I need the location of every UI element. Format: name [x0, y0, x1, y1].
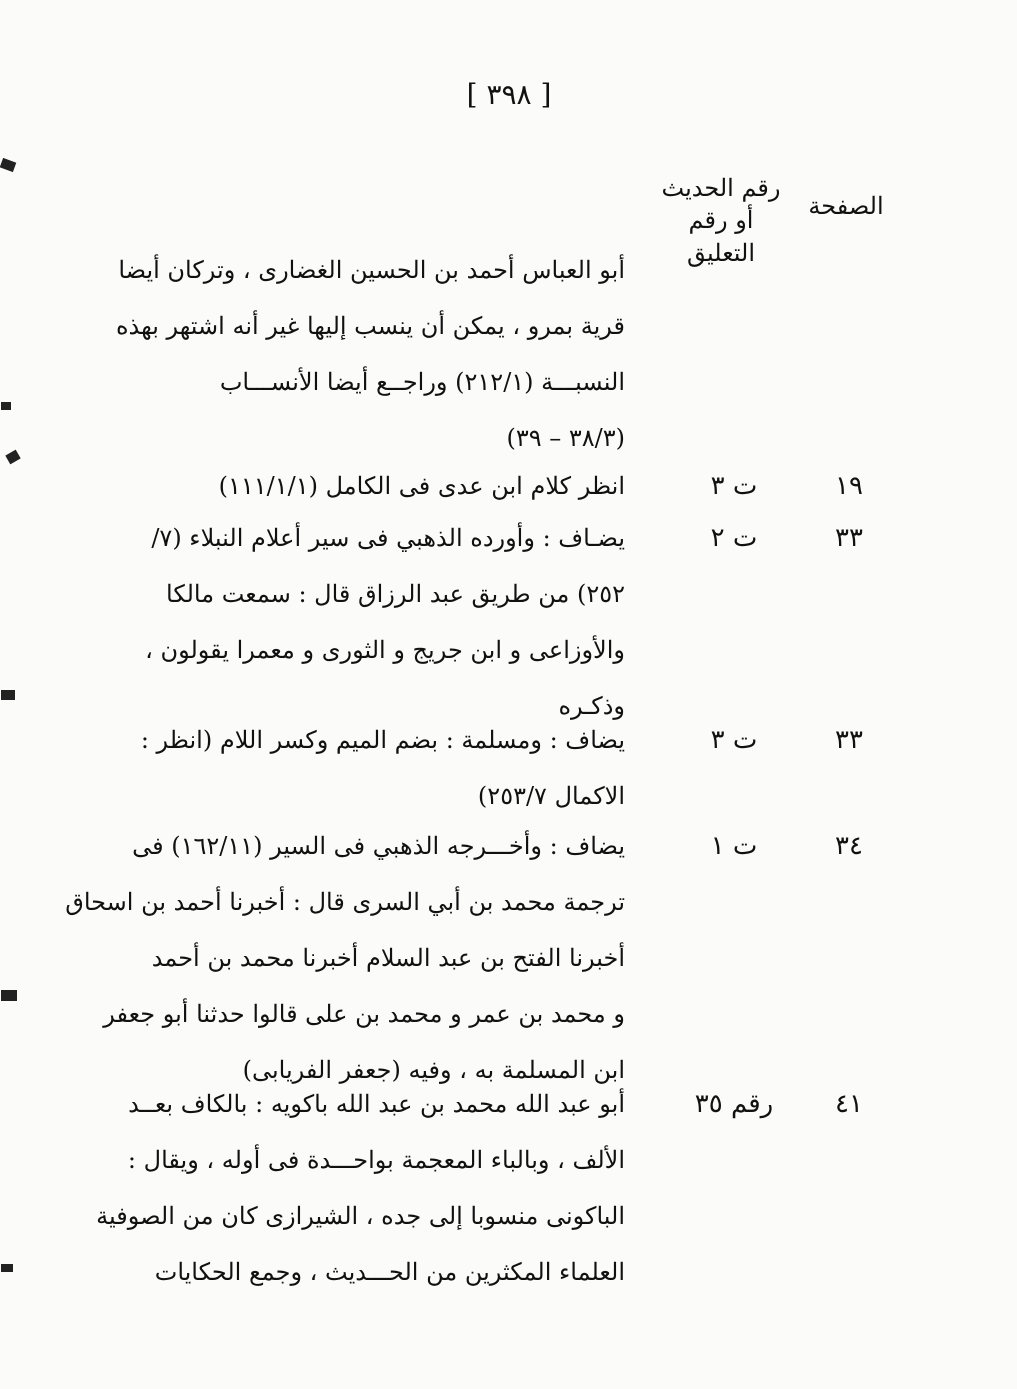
entry-page: ٤١: [835, 1089, 863, 1119]
scan-mark: [5, 450, 20, 465]
column-header-number-line1: رقم الحديث: [661, 174, 781, 202]
entry-page: ٣٣: [835, 523, 863, 553]
entry-note: [131, 458, 625, 514]
note-line: و محمد بن عمر و محمد بن على قالوا حدثنا أبو جعفر: [103, 1000, 625, 1028]
scan-mark: [1, 690, 15, 700]
note-line: (٣٨/٣ – ٣٩): [506, 424, 625, 452]
entry-note: [115, 242, 625, 466]
entry-number: ت ٣: [710, 471, 758, 501]
note-line: الألف ، وبالباء المعجمة بواحـــدة فى أوله ، ويقال :: [127, 1146, 625, 1174]
note-line: أخبرنا الفتح بن عبد السلام أخبرنا محمد بن أحمد: [151, 944, 625, 972]
entry-note: [96, 1076, 625, 1300]
entry-page: ٣٣: [835, 725, 863, 755]
scan-mark: [0, 158, 16, 172]
note-line: ترجمة محمد بن أبي السرى قال : أخبرنا أحمد بن اسحاق: [65, 888, 625, 916]
note-line: أبو عبد الله محمد بن عبد الله باكويه : بالكاف بعــد: [128, 1090, 625, 1118]
note-line: ٢٥٢) من طريق عبد الرزاق قال : سمعت مالكا: [166, 580, 625, 608]
page-number: [ ٣٩٨ ]: [466, 78, 552, 111]
scan-mark: [1, 1264, 13, 1272]
note-line: الباكونى منسوبا إلى جده ، الشيرازى كان من الصوفية: [96, 1202, 625, 1230]
entry-number: ت ٢: [710, 523, 758, 553]
entry-note: [65, 818, 625, 1098]
column-header-number-line2: أو رقم التعليق: [686, 206, 755, 267]
note-line: يضاف : وأخـــرجه الذهبي فى السير (١٦٢/١١) فى: [132, 832, 625, 860]
column-header-number: [651, 172, 791, 269]
note-line: أبو العباس أحمد بن الحسين الغضارى ، وتركان أيضا: [118, 256, 625, 284]
note-line: النسبـــة (٢١٢/١) وراجــع أيضا الأنســـاب: [219, 368, 625, 396]
note-line: انظر كلام ابن عدى فى الكامل (١١١/١/١): [218, 472, 625, 500]
note-line: وذكـره: [558, 692, 625, 720]
note-line: الاكمال ٢٥٣/٧): [477, 782, 625, 810]
entry-page: ١٩: [835, 471, 863, 501]
note-line: قرية بمرو ، يمكن أن ينسب إليها غير أنه اشتهر بهذه: [115, 312, 625, 340]
column-header-page: الصفحة: [808, 192, 884, 220]
entry-note: [131, 712, 625, 824]
note-line: ابن المسلمة به ، وفيه (جعفر الفريابى): [242, 1056, 625, 1084]
entry-number: ت ١: [710, 831, 758, 861]
scan-mark: [1, 990, 17, 1001]
entry-number: رقم ٣٥: [694, 1089, 774, 1119]
note-line: والأوزاعى و ابن جريج و الثورى و معمرا يقولون ،: [145, 636, 625, 664]
entry-number: ت ٣: [710, 725, 758, 755]
note-line: يضاف : ومسلمة : بضم الميم وكسر اللام (انظر :: [140, 726, 625, 754]
note-line: العلماء المكثرين من الحـــديث ، وجمع الحكايات: [154, 1258, 625, 1286]
entry-page: ٣٤: [835, 831, 863, 861]
note-line: يضـاف : وأورده الذهبي فى سير أعلام النبلاء (٧/: [151, 524, 625, 552]
entry-note: [131, 510, 625, 734]
scan-mark: [1, 402, 11, 410]
